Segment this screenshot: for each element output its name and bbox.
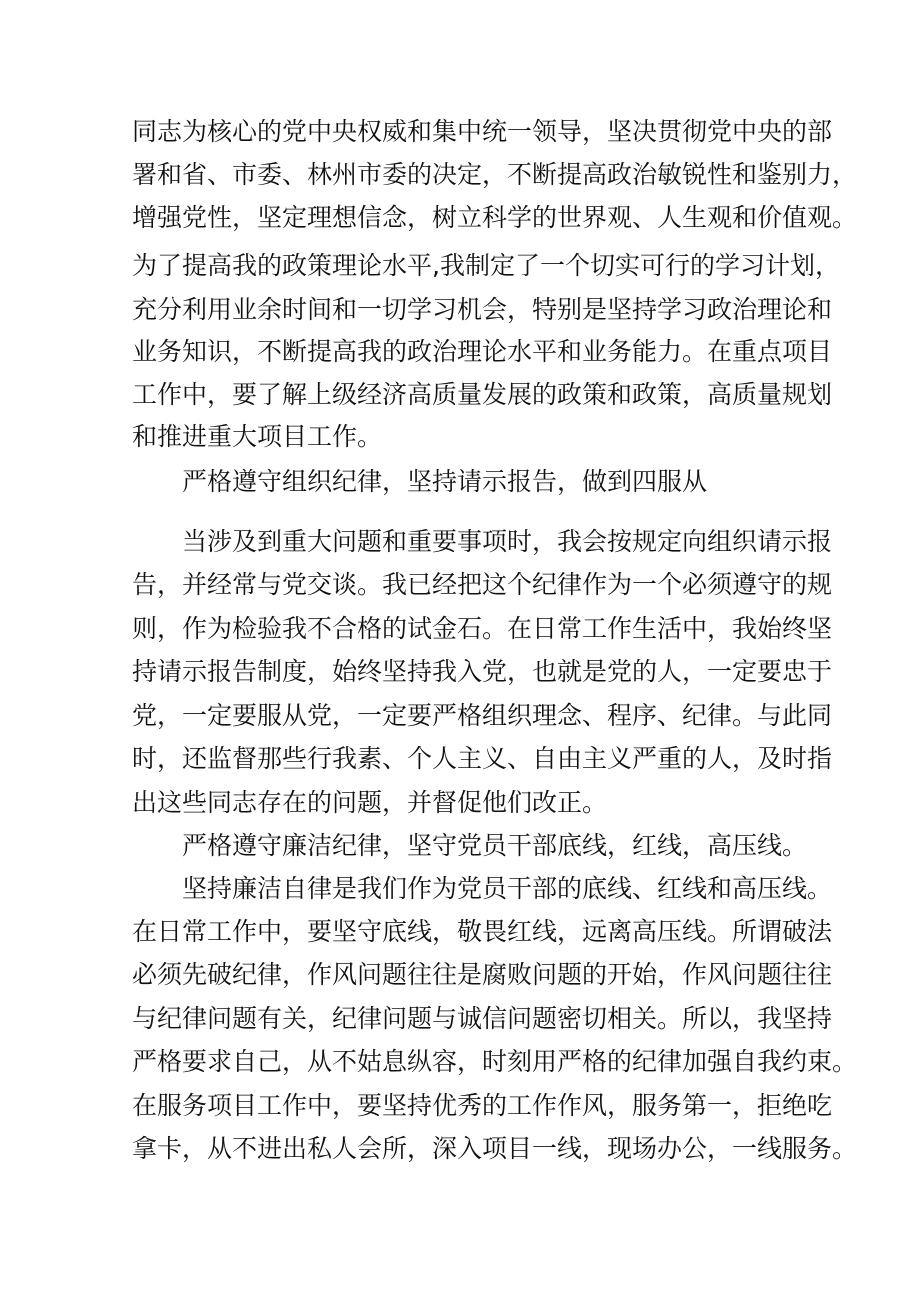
text-line: 和推进重大项目工作。	[132, 422, 383, 451]
text-line: 工作中，要了解上级经济高质量发展的政策和政策，高质量规划	[132, 380, 833, 409]
text-line: 拿卡，从不进出私人会所，深入项目一线，现场办公，一线服务。	[132, 1134, 858, 1163]
text-line: 则，作为检验我不合格的试金石。在日常工作生活中，我始终坚	[132, 614, 833, 643]
text-line: 充分利用业余时间和一切学习机会，特别是坚持学习政治理论和	[132, 295, 833, 324]
text-line: 署和省、市委、林州市委的决定，不断提高政治敏锐性和鉴别力，	[132, 160, 858, 189]
text-line: 必须先破纪律，作风问题往往是腐败问题的开始，作风问题往往	[132, 960, 833, 989]
text-line: 与纪律问题有关，纪律问题与诚信问题密切相关。所以，我坚持	[132, 1004, 833, 1033]
text-line: 同志为核心的党中央权威和集中统一领导，坚决贯彻党中央的部	[132, 117, 833, 146]
section-heading: 严格遵守组织纪律，坚持请示报告，做到四服从	[182, 467, 708, 496]
text-line: 增强党性，坚定理想信念，树立科学的世界观、人生观和价值观。	[132, 203, 858, 232]
text-line: 时，还监督那些行我素、个人主义、自由主义严重的人，及时指	[132, 744, 833, 773]
text-line: 出这些同志存在的问题，并督促他们改正。	[132, 788, 608, 817]
text-line: 当涉及到重大问题和重要事项时，我会按规定向组织请示报	[182, 527, 833, 556]
text-line: 在服务项目工作中，要坚持优秀的工作作风，服务第一，拒绝吃	[132, 1091, 833, 1120]
text-line: 坚持廉洁自律是我们作为党员干部的底线、红线和高压线。	[182, 874, 833, 903]
text-line: 告，并经常与党交谈。我已经把这个纪律作为一个必须遵守的规	[132, 570, 833, 599]
text-line: 在日常工作中，要坚守底线，敬畏红线，远离高压线。所谓破法	[132, 917, 833, 946]
text-line: 持请示报告制度，始终坚持我入党，也就是党的人，一定要忠于	[132, 657, 833, 686]
section-heading: 严格遵守廉洁纪律，坚守党员干部底线，红线，高压线。	[182, 831, 808, 860]
text-line: 严格要求自己，从不姑息纵容，时刻用严格的纪律加强自我约束。	[132, 1047, 858, 1076]
text-line: 业务知识，不断提高我的政治理论水平和业务能力。在重点项目	[132, 337, 833, 366]
text-line: 为了提高我的政策理论水平,我制定了一个切实可行的学习计划，	[132, 251, 840, 280]
text-line: 党，一定要服从党，一定要严格组织理念、程序、纪律。与此同	[132, 701, 833, 730]
